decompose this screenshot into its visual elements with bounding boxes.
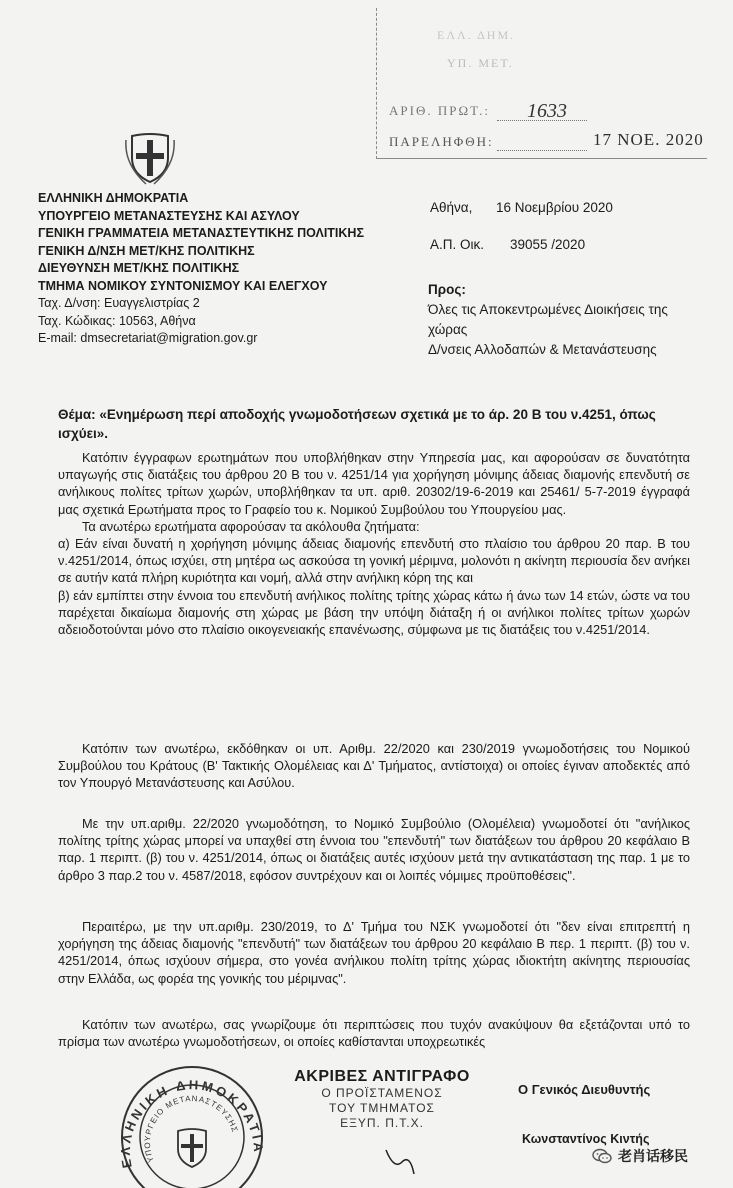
body-paragraph-4: β) εάν εμπίπτει στην έννοια του επενδυτή ανήλικος πολίτης τρίτης χώρας κάτω ή άνω των 14 ετών, ώστε να του παρέχεται δικαίωμα διαμονής στη χώρας με βάση την υπόψη διάταξη ή οι ανήλικοι πολίτες τρίτων χωρών αδειοδοτούνται μόνο στο πλαίσιο οικογενειακής επανένωσης, σύμφωνα με τις διατάξεις του ν.4251/2014. <box>58 587 690 638</box>
handwritten-signature-icon <box>380 1140 440 1180</box>
registry-line-1: ΕΛΛ. ΔΗΜ. <box>437 28 516 42</box>
body-text-5 <box>58 1016 690 1050</box>
meta-city: Αθήνα, <box>430 200 473 215</box>
header-directorate: ΔΙΕΥΘΥΝΣΗ ΜΕΤ/ΚΗΣ ΠΟΛΙΤΙΚΗΣ <box>38 261 240 275</box>
body-paragraph-5: Κατόπιν των ανωτέρω, εκδόθηκαν οι υπ. Αριθμ. 22/2020 και 230/2019 γνωμοδοτήσεις του Νομικού Συμβούλου του Κράτους (Β' Τακτικής Ολομέλειας και Δ' Τμήματος, αντίστοιχα) οι οποίες έγιναν αποδεκτές από τον Υπουργό Μετανάστευσης και Ασύλου. <box>58 741 690 791</box>
header-ministry: ΥΠΟΥΡΓΕΙΟ ΜΕΤΑΝΑΣΤΕΥΣΗΣ ΚΑΙ ΑΣΥΛΟΥ <box>38 208 300 223</box>
body-paragraph-1: Κατόπιν έγγραφων ερωτημάτων που υποβλήθηκαν στην Υπηρεσία μας, και αφορούσαν σε δυνατότητα υπαγωγής στις διατάξεις του άρθρου 20 Β του ν. 4251/14 για χορήγηση μόνιμης άδειας διαμονής επενδυτή σε ανήλικους πολίτες τρίτων χωρών, υποβλήθηκαν τα υπ. αριθ. 20302/19-6-2019 και 25461/ 5-7-2019 έγγραφά μας σχετικά Ερωτήματα προς το Γραφείο του κ. Νομικού Συμβούλου του Υπουργείου μας. <box>58 450 690 517</box>
subject: Θέμα: «Ενημέρωση περί αποδοχής γνωμοδοτήσεων σχετικά με το άρ. 20 Β του ν.4251, όπως ισχύει». <box>58 407 656 441</box>
header-secretariat: ΓΕΝΙΚΗ ΓΡΑΜΜΑΤΕΙΑ ΜΕΤΑΝΑΣΤΕΥΤΙΚΗΣ ΠΟΛΙΤΙΚΗΣ <box>38 226 364 240</box>
body-paragraph-2: Τα ανωτέρω ερωτήματα αφορούσαν τα ακόλουθα ζητήματα: <box>82 518 420 534</box>
body-paragraph-7: Περαιτέρω, με την υπ.αριθμ. 230/2019, το Δ' Τμήμα του ΝΣΚ γνωμοδοτεί ότι "δεν είναι επιτρεπτή η χορήγηση της άδειας διαμονής "επενδυτή" των διατάξεων του άρθρου 20 κεφάλαιο Β περ. 1 περιπτ. (β) του ν. 4251/2014, όπως ισχύουν σήμερα, στο γονέα ανήλικου πολίτη τρίτης χώρας ιδιοκτήτη ακίνητης περιουσίας στην Ελλάδα, ως φορέα της γονικής του μέριμνας". <box>58 919 690 986</box>
header-address: Ταχ. Δ/νση: Ευαγγελιστρίας 2 <box>38 296 200 310</box>
dotted-line <box>497 150 587 151</box>
registry-received-label: ΠΑΡΕΛΗΦΘΗ: <box>389 134 494 149</box>
registry-protocol-label: ΑΡΙΘ. ΠΡΩΤ.: <box>389 103 490 118</box>
wechat-icon <box>592 1148 612 1164</box>
registry-received-date: 17 ΝΟΕ. 2020 <box>593 130 704 149</box>
meta-date: 16 Νοεμβρίου 2020 <box>496 200 613 215</box>
copy-stamp-line-2: ΤΟΥ ΤΜΗΜΑΤΟΣ <box>329 1101 435 1115</box>
body-paragraph-6: Με την υπ.αριθμ. 22/2020 γνωμοδότηση, το Νομικό Συμβούλιο (Ολομέλεια) γνωμοδοτεί ότι "ανήλικος πολίτης τρίτης χώρας μπορεί να υπαχθεί στη έννοια του "επενδυτή" των διατάξεων του άρθρου 20 κεφάλαιο Β παρ. 1 περιπτ. (β) του ν. 4251/2014, όπως οι διατάξεις αυτές ισχύουν μετά την αντικατάσταση της παρ. 1 με το άρθρο 3 παρ.2 του ν. 4587/2018, εφόσον συντρέχουν και οι λοιπές νόμιμες προϋποθέσεις". <box>58 816 690 883</box>
watermark-text: 老肖话移民 <box>618 1148 688 1164</box>
registry-line-2: ΥΠ. ΜΕΤ. <box>447 56 514 70</box>
greek-coat-of-arms-icon <box>124 130 176 186</box>
body-text <box>58 449 690 638</box>
seal-inner-text: ΥΠΟΥΡΓΕΙΟ ΜΕΤΑΝΑΣΤΕΥΣΗΣ <box>142 1093 240 1164</box>
copy-stamp-title: ΑΚΡΙΒΕΣ ΑΝΤΙΓΡΑΦΟ <box>294 1068 470 1085</box>
header-email: E-mail: dmsecretariat@migration.gov.gr <box>38 331 258 345</box>
header-department: ΤΜΗΜΑ ΝΟΜΙΚΟΥ ΣΥΝΤΟΝΙΣΜΟΥ ΚΑΙ ΕΛΕΓΧΟΥ <box>38 278 328 293</box>
ministry-seal <box>112 1057 272 1188</box>
header-republic: ΕΛΛΗΝΙΚΗ ΔΗΜΟΚΡΑΤΙΑ <box>38 191 189 205</box>
signature-title: Ο Γενικός Διευθυντής <box>518 1082 651 1097</box>
recipients <box>428 280 668 360</box>
meta-ref-label: Α.Π. Οικ. <box>430 237 485 252</box>
recipients-line-3: Δ/νσεις Αλλοδαπών & Μετανάστευσης <box>428 342 657 357</box>
recipients-line-1: Όλες τις Αποκεντρωμένες Διοικήσεις της <box>428 302 668 317</box>
watermark <box>592 1146 688 1166</box>
exact-copy-stamp <box>282 1068 482 1131</box>
recipients-line-2: χώρας <box>428 322 468 337</box>
recipients-label: Προς: <box>428 282 466 297</box>
header-postcode: Ταχ. Κώδικας: 10563, Αθήνα <box>38 313 196 328</box>
body-paragraph-8: Κατόπιν των ανωτέρω, σας γνωρίζουμε ότι περιπτώσεις που τυχόν ανακύψουν θα εξετάζονται υπό το πρίσμα των ανωτέρω γνωμοδοτήσεων, οι οποίες καθίστανται υποχρεωτικές <box>58 1017 690 1050</box>
sender-header <box>38 190 364 348</box>
body-paragraph-3: α) Εάν είναι δυνατή η χορήγηση μόνιμης άδειας διαμονής επενδυτή στο πλαίσιο του άρθρου 20 παρ. Β του ν.4251/2014, όπως ισχύει, στη μητέρα ως ασκούσα τη γονική μέριμνα, μολονότι η ακίνητη περιουσία δεν ανήκει σε αυτήν κατά πλήρη κυριότητα και νομή, αλλά στην ανήλικη κόρη της και <box>58 536 690 586</box>
registry-stamp <box>376 8 707 159</box>
body-text-3 <box>58 815 690 884</box>
copy-stamp-line-1: Ο ΠΡΟΪΣΤΑΜΕΝΟΣ <box>321 1086 443 1100</box>
copy-stamp-line-3: ΕΞΥΠ. Π.Τ.Χ. <box>340 1116 424 1130</box>
signature-name: Κωνσταντίνος Κιντής <box>522 1132 650 1146</box>
registry-protocol-number: 1633 <box>527 100 567 122</box>
body-text-2 <box>58 740 690 792</box>
meta-ref-number: 39055 /2020 <box>510 237 586 252</box>
header-general-directorate: ΓΕΝΙΚΗ Δ/ΝΣΗ ΜΕΤ/ΚΗΣ ΠΟΛΙΤΙΚΗΣ <box>38 243 255 258</box>
seal-ring-text: ΕΛΛΗΝΙΚΗ ΔΗΜΟΚΡΑΤΙΑ <box>117 1077 267 1170</box>
body-text-4 <box>58 918 690 987</box>
